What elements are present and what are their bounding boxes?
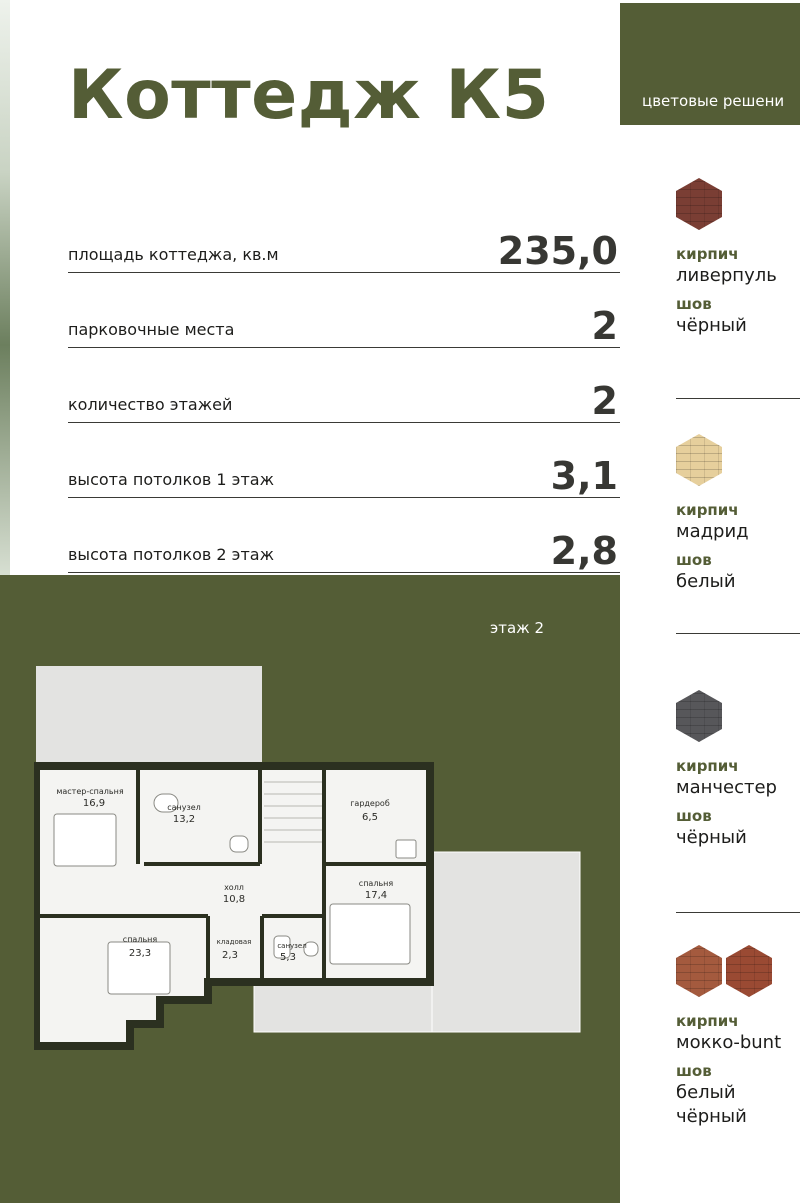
stat-row-ceiling-1 [68, 423, 620, 498]
room-area: 17,4 [364, 890, 388, 901]
joint-color: белый [676, 1082, 736, 1103]
swatch-row [676, 690, 800, 756]
room-area: 2,3 [222, 950, 238, 961]
roof-terrace [36, 666, 262, 766]
terrace [432, 852, 580, 1032]
brick-label: кирпич [676, 501, 739, 519]
brick-swatch [676, 178, 722, 230]
stat-label: количество этажей [68, 395, 233, 414]
room-name: спальня [122, 935, 158, 944]
room-area: 5,3 [280, 952, 296, 963]
room-name: холл [224, 883, 244, 892]
joint-color: чёрный [676, 315, 747, 336]
brick-name: мадрид [676, 521, 749, 542]
floor-label: этаж 2 [490, 619, 544, 637]
color-solutions-header [620, 3, 800, 125]
brick-swatch [726, 945, 772, 997]
brick-name: манчестер [676, 777, 777, 798]
stat-value: 3,1 [550, 454, 618, 498]
swatch-row [676, 945, 800, 1011]
stat-value: 2 [591, 304, 618, 348]
brick-label: кирпич [676, 1012, 739, 1030]
room-name: спальня [358, 879, 394, 888]
brick-name: мокко-bunt [676, 1032, 782, 1053]
swatch-row [676, 434, 800, 500]
stat-value: 235,0 [497, 229, 618, 273]
joint-color: чёрный [676, 1106, 747, 1127]
stat-row-floors [68, 348, 620, 423]
room-name: кладовая [216, 938, 252, 946]
room-name: мастер-спальня [56, 787, 124, 796]
stat-label: парковочные места [68, 320, 235, 339]
divider [676, 912, 800, 913]
joint-label: шов [676, 295, 712, 313]
stat-label: высота потолков 2 этаж [68, 545, 274, 564]
brick-label: кирпич [676, 245, 739, 263]
color-solutions-title: цветовые решени [642, 92, 785, 110]
color-option-manchester[interactable] [676, 690, 800, 850]
joint-color: чёрный [676, 827, 747, 848]
brick-swatch [676, 945, 722, 997]
color-option-mokko-bunt[interactable] [676, 945, 800, 1129]
floor-plan [34, 664, 584, 1054]
room-area: 16,9 [82, 798, 106, 809]
joint-label: шов [676, 1062, 712, 1080]
room-area: 13,2 [172, 814, 196, 825]
brick-swatch [676, 434, 722, 486]
room-name: гардероб [350, 799, 390, 808]
room-name: санузел [277, 942, 307, 950]
joint-color: белый [676, 571, 736, 592]
stat-value: 2 [591, 379, 618, 423]
stat-value: 2,8 [550, 529, 618, 573]
room-area: 10,8 [222, 894, 246, 905]
brick-label: кирпич [676, 757, 739, 775]
divider [676, 398, 800, 399]
stat-row-area [68, 198, 620, 273]
color-option-liverpool[interactable] [676, 178, 800, 338]
divider [676, 633, 800, 634]
stat-label: высота потолков 1 этаж [68, 470, 274, 489]
room-area: 6,5 [362, 812, 378, 823]
edge-photo-strip [0, 0, 10, 575]
room-name: санузел [167, 803, 201, 812]
room-area: 23,3 [128, 948, 152, 959]
page-title: Коттедж К5 [68, 56, 550, 135]
joint-label: шов [676, 551, 712, 569]
color-option-madrid[interactable] [676, 434, 800, 594]
stat-label: площадь коттеджа, кв.м [68, 245, 279, 264]
brick-swatch [676, 690, 722, 742]
joint-label: шов [676, 807, 712, 825]
stat-row-parking [68, 273, 620, 348]
stats-table [68, 198, 620, 573]
brick-name: ливерпуль [676, 265, 777, 286]
swatch-row [676, 178, 800, 244]
stat-row-ceiling-2 [68, 498, 620, 573]
